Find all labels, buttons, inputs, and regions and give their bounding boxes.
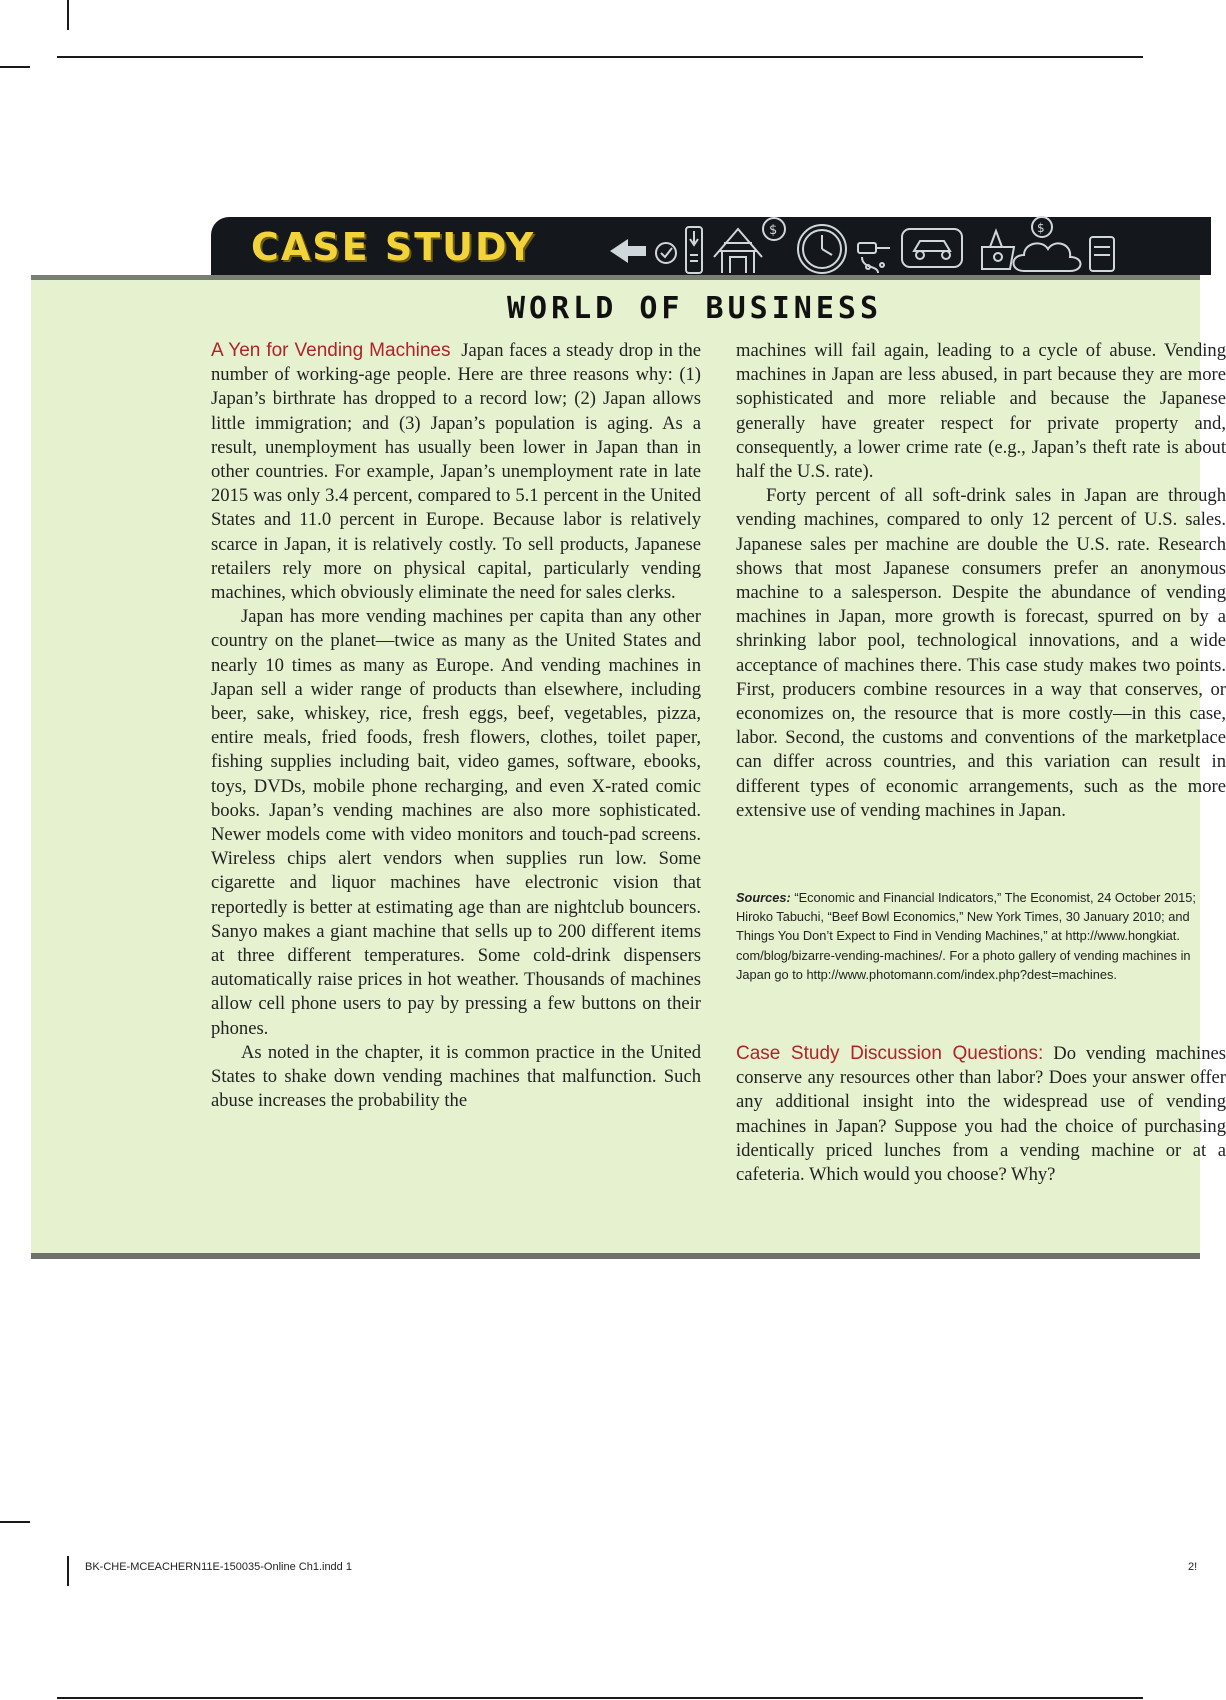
thermometer-icon (686, 227, 702, 273)
paragraph-1 (211, 339, 701, 605)
article-column-right (736, 339, 1226, 823)
discussion-text: Do vending machines conserve any resources other than labor? Does your answer offer any additional insight into the widespread use of vending machines in Japan? Suppose you had the choice of purchasing identically priced lunches from a vending machine or at a cafeteria. Which would you choose? Why? (736, 1043, 1226, 1186)
banner-title: CASE STUDY (251, 225, 536, 269)
tablet-icon (1090, 237, 1114, 271)
paragraph-1-text: Japan faces a steady drop in the number of working-age people. Here are three reasons why: (1) Japan’s birthrate has dropped to a record low; (2) Japan allows little immigration; and (3) Japan’s population is aging. As a result, unemployment has usually been lower in Japan than in other countries. For example, Japan’s unemployment rate in late 2015 was only 3.4 percent, compared to 5.1 percent in the United States and 11.0 percent in Europe. Because labor is relatively scarce in Japan, it is relatively costly. To sell products, Japanese retailers rely more on physical capital, particularly vending machines, which obviously eliminate the need for sales clerks. (211, 340, 701, 604)
bottom-rule (57, 1697, 1143, 1699)
sources-block (736, 888, 1196, 984)
sources-line-3: Things You Don’t Expect to Find in Vending Machines,” at http://www.hongkiat. (736, 928, 1180, 944)
crop-mark-footer-vertical (67, 1556, 69, 1586)
house-icon (714, 229, 762, 273)
article-title: A Yen for Vending Machines (211, 340, 451, 361)
svg-text:$: $ (1037, 221, 1045, 235)
check-circle-icon (656, 243, 676, 263)
right-column-clip (736, 339, 1226, 1239)
top-rule (57, 56, 1143, 58)
crop-mark-top-vertical (67, 0, 69, 30)
paragraph-3: As noted in the chapter, it is common practice in the United States to shake down vending machines that malfunction. Such abuse increases the probability the (211, 1041, 701, 1112)
discussion-questions (736, 1042, 1226, 1187)
paragraph-2: Japan has more vending machines per capita than any other country on the planet—twice as many as the United States and nearly 10 times as many as Europe. And vending machines in Japan sell a wider range of products than elsewhere, including beer, sake, whiskey, rice, fresh eggs, beef, vegetables, pizza, entire meals, fried foods, fresh flowers, clothes, toilet paper, fishing supplies including bait, video games, software, ebooks, toys, DVDs, mobile phone recharging, and even X-rated comic books. Japan’s vending machines are also more sophisticated. Newer models come with video monitors and touch-pad screens. Wireless chips alert vendors when supplies run low. Some cigarette and liquor machines have electronic vision that reportedly is better at estimating age than are nightclub bouncers. Sanyo makes a giant machine that sells up to 200 different items at three different temperatures. Some cold-drink dispensers automatically raise prices in hot weather. Thousands of machines allow cell phone users to pay by pressing a few buttons on their phones. (211, 606, 701, 1039)
cloud-icon (1014, 243, 1081, 271)
car-icon (902, 229, 962, 267)
clock-icon (798, 225, 846, 273)
sources-line-2: Hiroko Tabuchi, “Beef Bowl Economics,” New York Times, 30 January 2010; and (736, 909, 1190, 925)
cable-icon (858, 243, 890, 273)
discussion-label: Case Study Discussion Questions: (736, 1043, 1044, 1064)
sources-line-1: “Economic and Financial Indicators,” The Economist, 24 October 2015; (794, 890, 1196, 905)
footer-file-slug: BK-CHE-MCEACHERN11E-150035-Online Ch1.indd 1 (85, 1561, 352, 1573)
footer-page-fragment: 2! (1188, 1561, 1198, 1573)
sources-label: Sources: (736, 890, 791, 905)
case-study-banner (211, 217, 1211, 275)
crop-mark-left-top (0, 66, 30, 68)
banner-icons (606, 217, 1226, 275)
svg-text:$: $ (769, 223, 778, 238)
paragraph-4: Forty percent of all soft-drink sales in Japan are through vending machines, compared to only 12 percent of U.S. sales. Japanese sales per machine are double the U.S. rate. Research shows that most Japanese consumers prefer an anonymous machine to a salesperson. Despite the abundance of vending machines in Japan, more growth is forecast, spurred on by a shrinking labor pool, technological innovations, and a wide acceptance of machines there. This case study makes two points. First, producers combine resources in a way that conserves, or economizes on, the resource that is more costly—in this case, labor. Second, the customs and conventions of the marketplace can differ across countries, and this variation can result in different types of economic arrangements, such as the more extensive use of vending machines in Japan. (736, 485, 1226, 821)
crop-mark-left-bottom (0, 1521, 30, 1523)
sources-line-4: com/blog/bizarre-vending-machines/. For a photo gallery of vending machines in (736, 947, 1191, 963)
arrow-left-icon (610, 239, 646, 263)
sources-line-5: Japan go to http://www.photomann.com/index.php?dest=machines. (736, 966, 1117, 982)
article-column-left (211, 339, 701, 1114)
hand-icon (982, 231, 1014, 269)
coin-icon-2 (1032, 217, 1052, 237)
coin-icon (763, 218, 785, 240)
paragraph-3-continued: machines will fail again, leading to a cycle of abuse. Vending machines in Japan are less abused, in part because they are more sophisticated and more reliable and because the Japanese generally have greater respect for private property and, consequently, a lower crime rate (e.g., Japan’s theft rate is about half the U.S. rate). (736, 340, 1226, 483)
section-title: WORLD OF BUSINESS (507, 291, 883, 326)
